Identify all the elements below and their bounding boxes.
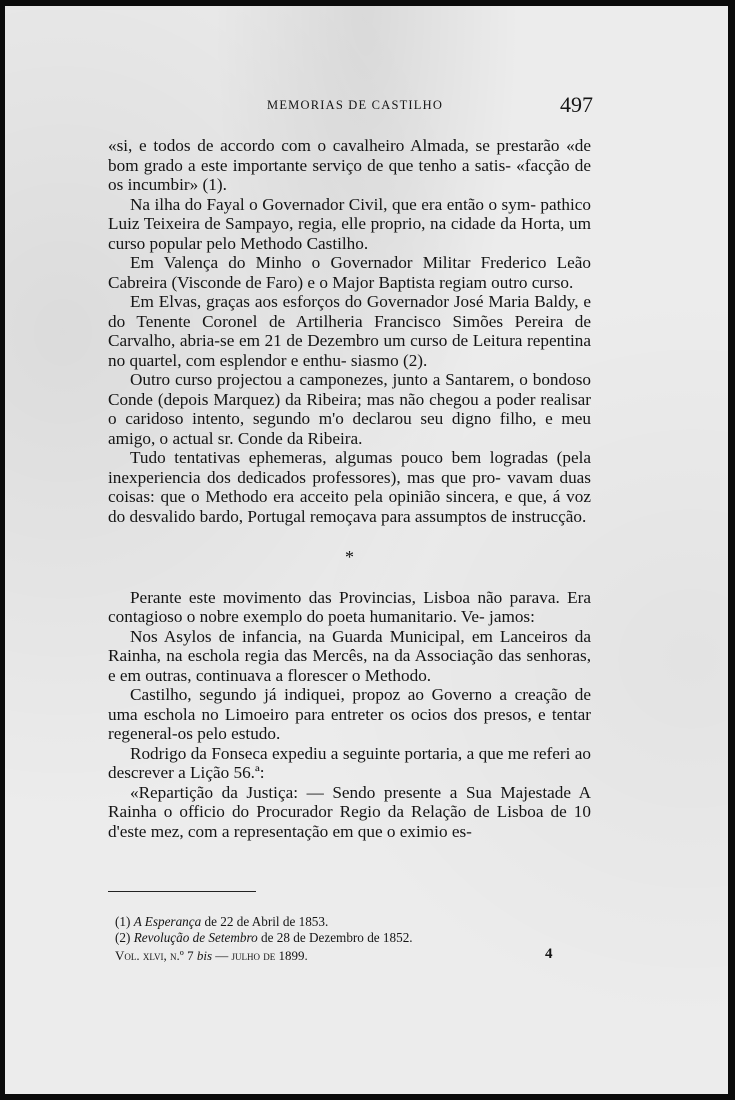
body-text: [108, 136, 591, 841]
footnote-1: [115, 914, 591, 930]
page-number: 497: [560, 92, 593, 117]
footnote-2: [115, 930, 591, 946]
signature-mark: 4: [545, 946, 553, 962]
paragraph-elvas: Em Elvas, graças aos esforços do Governador José Maria Baldy, e do Tenente Coronel de Artilheria Francisco Simões Pereira de Carvalho, abria-se em 21 de Dezembro um curso de Leitura repentina no quartel, com esplendor e enthu- siasmo (2).: [108, 292, 591, 370]
paragraph-lisboa: Perante este movimento das Provincias, Lisboa não parava. Era contagioso o nobre exemplo do poeta humanitario. Ve- jamos:: [108, 587, 591, 626]
running-title: MEMORIAS DE CASTILHO: [267, 98, 444, 112]
footnotes: [115, 914, 591, 964]
footnote-2-rest: de 28 de Dezembro de 1852.: [257, 930, 413, 945]
paragraph-santarem: Outro curso projectou a camponezes, junto a Santarem, o bondoso Conde (depois Marquez) da Ribeira; mas não chegou a poder realisar o caridoso intento, segundo m'o declarou seu digno filho, e meu amigo, o actual sr. Conde da Ribeira.: [108, 370, 591, 448]
paragraph-tentativas: Tudo tentativas ephemeras, algumas pouco bem logradas (pela inexperiencia dos dedicados professores), mas que pro- vavam duas coisas: que o Methodo era acceito pela opinião sincera, e que, á voz do desvalido bardo, Portugal remoçava para assumptos de instrucção.: [108, 448, 591, 526]
paragraph-fayal: Na ilha do Fayal o Governador Civil, que era então o sym- pathico Luiz Teixeira de Sampayo, regia, elle proprio, na cidade da Horta, um curso popular pelo Methodo Castilho.: [108, 194, 591, 253]
signature-line: [115, 948, 591, 964]
book-page: [5, 6, 728, 1094]
paragraph-reparticao: «Repartição da Justiça: — Sendo presente a Sua Majestade A Rainha o officio do Procurador Regio da Relação de Lisboa de 10 d'este mez, com a representação em que o eximio es-: [108, 782, 591, 841]
paragraph-limoeiro: Castilho, segundo já indiquei, propoz ao Governo a creação de uma eschola no Limoeiro para entreter os ocios dos presos, e tentar regeneral-os pelo estudo.: [108, 685, 591, 743]
signature-bis: bis: [196, 948, 213, 963]
paragraph-valenca: Em Valença do Minho o Governador Militar Frederico Leão Cabreira (Visconde de Faro) e o Major Baptista regiam outro curso.: [108, 253, 591, 292]
footnote-1-rest: de 22 de Abril de 1853.: [201, 914, 329, 929]
footnote-1-title: A Esperança: [133, 914, 202, 929]
paragraph-quote-continuation: «si, e todos de accordo com o cavalheiro Almada, se prestarão «de bom grado a este importante serviço de que tenho a satis- «facção de os incumbir» (1).: [108, 136, 591, 194]
footnote-2-title: Revolução de Setembro: [133, 930, 258, 945]
signature-date: — julho de 1899.: [212, 948, 308, 963]
signature-volume: Vol. xlvi, n.º 7: [115, 948, 197, 963]
paragraph-portaria: Rodrigo da Fonseca expediu a seguinte portaria, a que me referi ao descrever a Lição 56.ª:: [108, 743, 591, 782]
footnote-2-marker: (2): [115, 930, 131, 945]
paragraph-asylos: Nos Asylos de infancia, na Guarda Municipal, em Lanceiros da Rainha, na eschola regia das Mercês, na da Associação das senhoras, e em outras, continuava a florescer o Methodo.: [108, 626, 591, 685]
footnote-1-marker: (1): [115, 914, 131, 929]
section-separator-asterisk: *: [345, 547, 354, 567]
footnote-rule: [108, 891, 256, 892]
running-head: [5, 92, 728, 118]
